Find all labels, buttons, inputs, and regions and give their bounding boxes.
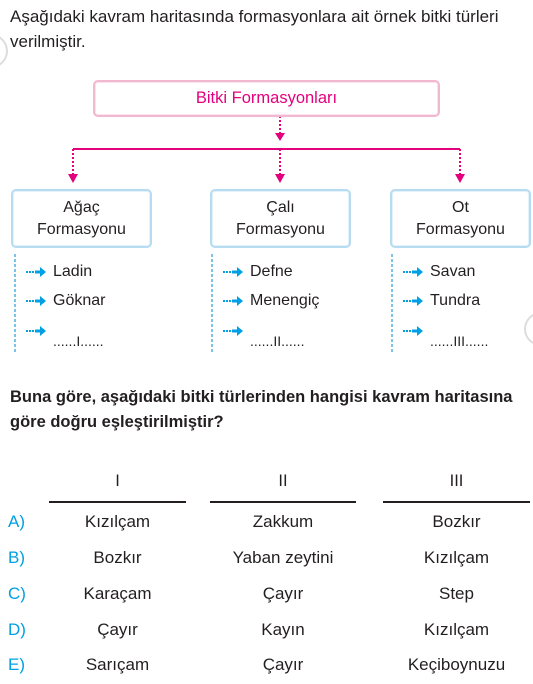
- column-rule: [210, 501, 356, 503]
- column-header: II: [278, 472, 288, 490]
- option-cell: Karaçam: [83, 584, 152, 603]
- list-item: Göknar: [53, 292, 106, 309]
- arrow-icon: [403, 267, 423, 277]
- list-item: ......II......: [250, 333, 305, 349]
- list-item: Tundra: [430, 292, 481, 309]
- column-header: I: [115, 472, 120, 490]
- arrow-icon: [403, 326, 423, 336]
- option-letter: C): [8, 584, 26, 603]
- node-cali: [210, 189, 351, 248]
- option-cell: Yaban zeytini: [232, 548, 334, 567]
- node-ot-line1: Ot: [452, 198, 469, 216]
- option-letter: E): [8, 655, 25, 674]
- list-item: ......III......: [430, 333, 489, 349]
- middle-down-arrow-icon: [275, 149, 285, 183]
- option-cell: Çayır: [262, 655, 304, 674]
- option-cell: Sarıçam: [85, 655, 150, 674]
- option-cell: Bozkır: [93, 548, 142, 567]
- arrow-icon: [223, 326, 243, 336]
- arrow-icon: [223, 296, 243, 306]
- arrow-icon: [403, 296, 423, 306]
- root-concept-label: Bitki Formasyonları: [195, 89, 338, 107]
- question-text: Buna göre, aşağıdaki bitki türlerinden hangisi kavram haritasına göre doğru eşleştirilmiştir?: [10, 388, 513, 431]
- list-item: ......I......: [53, 333, 104, 349]
- option-cell: Keçiboynuzu: [407, 655, 506, 674]
- arrow-icon: [26, 326, 46, 336]
- node-cali-line1: Çalı: [266, 198, 295, 216]
- option-letter: A): [8, 512, 25, 531]
- arrow-icon: [223, 267, 243, 277]
- node-ot-line2: Formasyonu: [416, 220, 505, 238]
- list-item: Menengiç: [250, 292, 320, 309]
- option-letter: D): [8, 620, 26, 639]
- list-item: Ladin: [53, 263, 93, 280]
- node-agac-line2: Formasyonu: [37, 220, 126, 238]
- intro-text: Aşağıdaki kavram haritasında formasyonlara ait örnek bitki türleri verilmiştir.: [10, 7, 499, 51]
- option-cell: Bozkır: [432, 512, 481, 531]
- root-concept-box: [93, 80, 440, 117]
- right-down-arrow-icon: [455, 149, 465, 183]
- left-down-arrow-icon: [68, 149, 78, 183]
- option-cell: Step: [439, 584, 474, 603]
- option-cell: Zakkum: [252, 512, 314, 531]
- column-header: III: [449, 472, 464, 490]
- option-cell: Çayır: [262, 584, 304, 603]
- option-cell: Kızılçam: [84, 512, 151, 531]
- node-agac: [11, 189, 152, 248]
- option-letter: B): [8, 548, 25, 567]
- arrow-icon: [26, 296, 46, 306]
- list-item: Defne: [250, 263, 293, 280]
- option-cell: Kızılçam: [423, 620, 490, 639]
- option-cell: Çayır: [97, 620, 138, 639]
- node-ot: [390, 189, 531, 248]
- option-cell: Kızılçam: [423, 548, 490, 567]
- node-cali-line2: Formasyonu: [236, 220, 325, 238]
- list-item: Savan: [430, 263, 476, 280]
- root-down-arrow-icon: [275, 116, 285, 141]
- node-agac-line1: Ağaç: [63, 198, 100, 216]
- arrow-icon: [26, 267, 46, 277]
- column-rule: [383, 501, 530, 503]
- option-cell: Kayın: [261, 620, 305, 639]
- column-rule: [49, 501, 186, 503]
